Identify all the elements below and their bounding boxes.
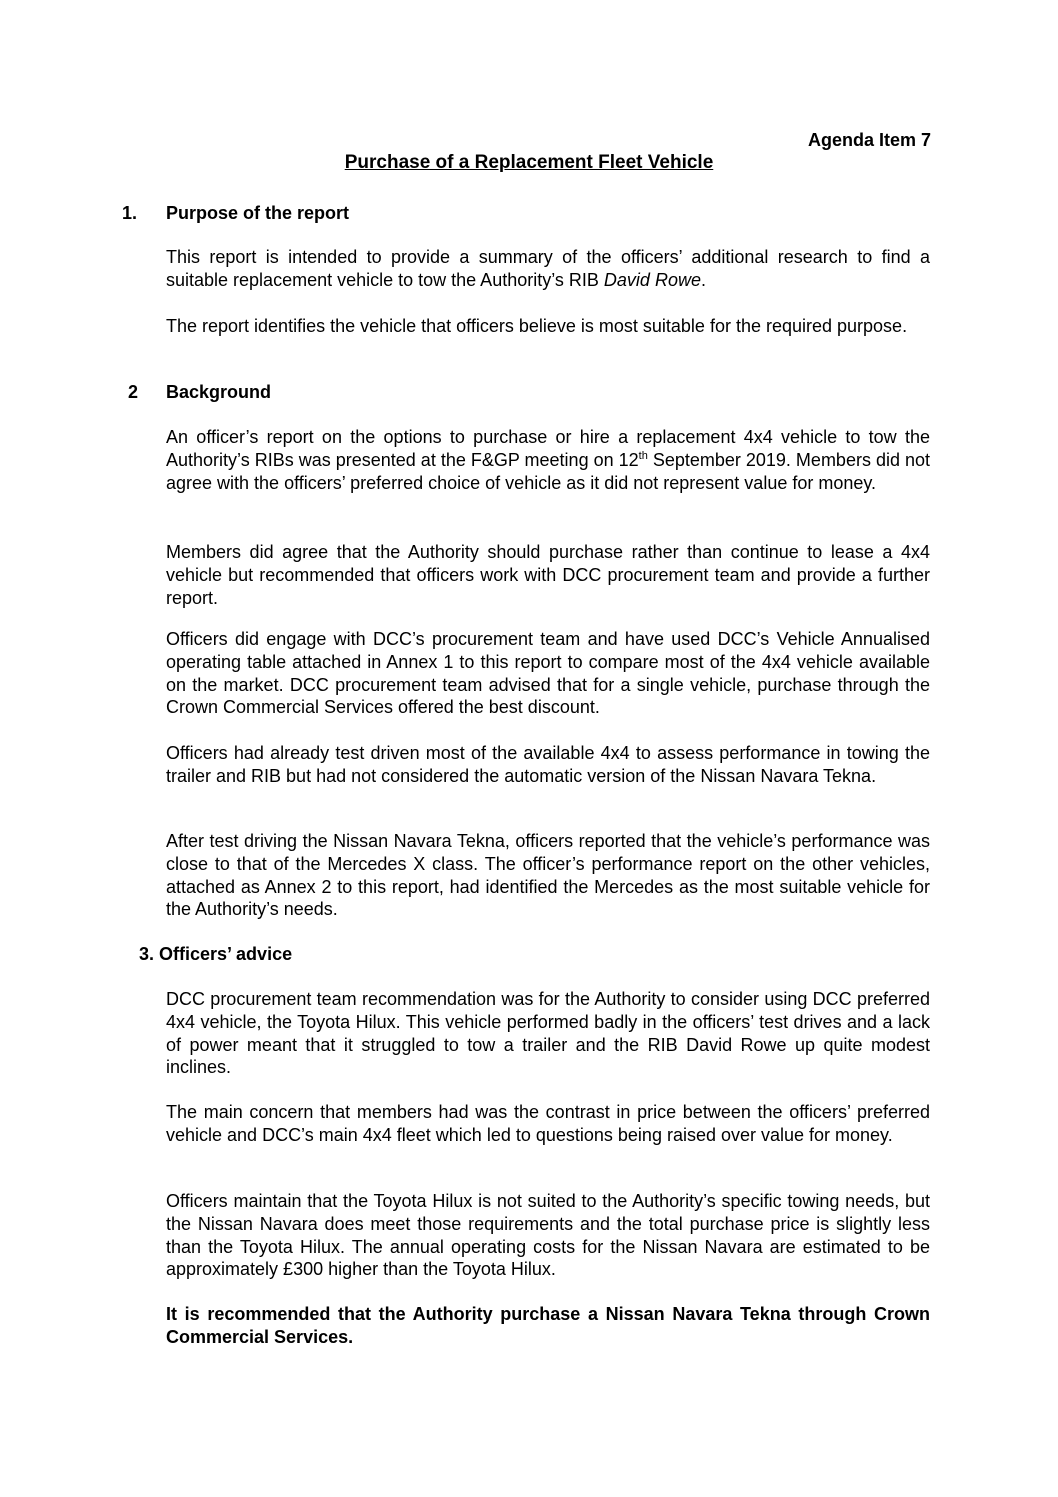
section-title: Purpose of the report <box>166 203 350 223</box>
advice-paragraph-3: Officers maintain that the Toyota Hilux is not suited to the Authority’s specific towing needs, but the Nissan Navara does meet those requirements and the total purchase price is slightly less than the Toyota Hilux. The annual operating costs for the Nissan Navara are estimated to be approximately £300 higher than the Toyota Hilux. <box>166 1191 930 1280</box>
section-title: 3. Officers’ advice <box>139 944 293 964</box>
purpose-paragraph-2: The report identifies the vehicle that officers believe is most suitable for the required purpose. <box>166 316 908 336</box>
ordinal-suffix: th <box>638 449 648 462</box>
background-paragraph-5: After test driving the Nissan Navara Tekna, officers reported that the vehicle’s performance was close to that of the Mercedes X class. The officer’s performance report on the other vehicles, attached as Annex 2 to this report, had identified the Mercedes as the most suitable vehicle for the Authority’s needs. <box>166 831 930 920</box>
advice-paragraph-2: The main concern that members had was the contrast in price between the officers’ preferred vehicle and DCC’s main 4x4 fleet which led to questions being raised over value for money. <box>166 1102 930 1145</box>
section-title: Background <box>166 382 272 402</box>
background-paragraph-2: Members did agree that the Authority should purchase rather than continue to lease a 4x4 vehicle but recommended that officers work with DCC procurement team and provide a further report. <box>166 542 930 608</box>
agenda-item-label: Agenda Item 7 <box>807 130 931 150</box>
document-title: Purchase of a Replacement Fleet Vehicle <box>344 152 714 173</box>
paragraph-text: An officer’s report on the options to purchase or hire a replacement 4x4 vehicle to tow the Authority’s RIBs was presented at the F&GP meeting on 12 <box>166 427 930 470</box>
section-number: 2 <box>128 382 139 402</box>
advice-paragraph-1: DCC procurement team recommendation was for the Authority to consider using DCC preferred 4x4 vehicle, the Toyota Hilux. This vehicle performed badly in the officers’ test drives and a lack of power meant that it struggled to tow a trailer and the RIB David Rowe up quite modest inclines. <box>166 989 930 1078</box>
paragraph-text: This report is intended to provide a summary of the officers’ additional research to find a suitable replacement vehicle to tow the Authority’s RIB <box>166 247 930 290</box>
paragraph-text-end: . <box>700 269 706 290</box>
paragraph-text-end: September 2019. Members did not agree with the officers’ preferred choice of vehicle as it did not represent value for money. <box>166 449 931 493</box>
background-paragraph-1 <box>166 426 930 494</box>
section-number: 1. <box>122 203 138 223</box>
purpose-paragraph-1 <box>166 246 930 292</box>
background-paragraph-3: Officers did engage with DCC’s procurement team and have used DCC’s Vehicle Annualised operating table attached in Annex 1 to this report to compare most of the 4x4 vehicle available on the market. DCC procurement team advised that for a single vehicle, purchase through the Crown Commercial Services offered the best discount. <box>166 629 930 718</box>
section-advice-heading <box>139 944 292 965</box>
boat-name: David Rowe <box>603 269 701 290</box>
recommendation: It is recommended that the Authority purchase a Nissan Navara Tekna through Crown Commercial Services. <box>166 1304 930 1347</box>
background-paragraph-4: Officers had already test driven most of the available 4x4 to assess performance in towing the trailer and RIB but had not considered the automatic version of the Nissan Navara Tekna. <box>166 743 930 786</box>
